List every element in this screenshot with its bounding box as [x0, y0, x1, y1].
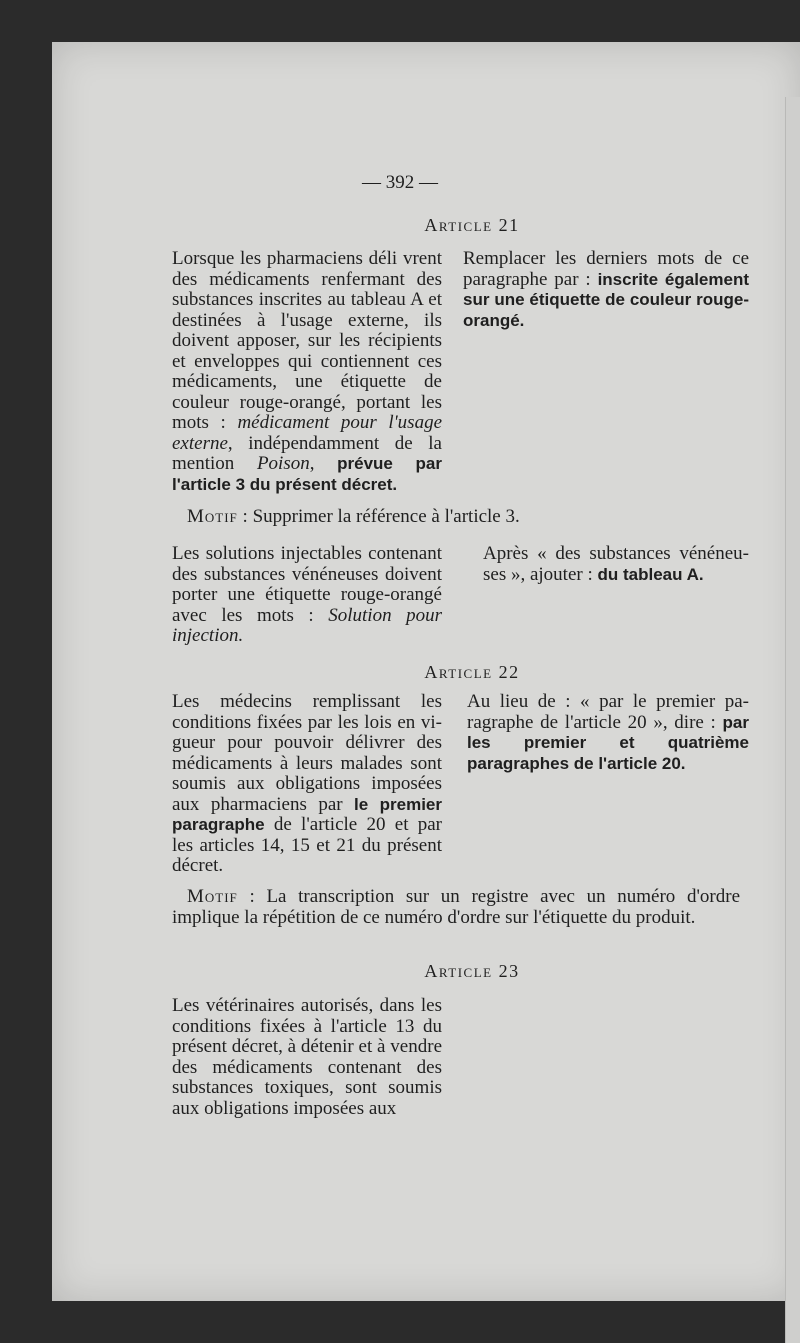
article-21-original-text: Lorsque les pharmaciens déli vrent des médicaments renfermant des substances inscrites au tableau A et destinées à l'usage externe, ils doivent apposer, sur les récipients et enveloppes qui contiennent ces médicaments, une étiquette de couleur rouge-orangé, portant les mots : médicament pour l'usage externe, indépendamment de la mention Poison, prévue par l'article 3 du présent décret. [172, 248, 442, 494]
article-21-heading: Article 21 [424, 215, 520, 235]
article-22-motif: Motif : La transcription sur un registre avec un numéro d'ordre implique la répétition de ce numéro d'ordre sur l'étiquette du produit. [172, 886, 740, 928]
page-edge [785, 97, 800, 1343]
article-21-amendment-text: Remplacer les derniers mots de ce paragraphe par : inscrite également sur une étiquette de couleur rouge-orangé. [463, 248, 749, 330]
article-22-heading: Article 22 [424, 662, 520, 682]
article-21-solutions-text: Les solutions injectables contenant des substances vénéneuses doivent porter une étiquette rouge-orangé avec les mots : Solution pour injection. [172, 543, 443, 646]
article-23-original-text: Les vétérinaires autorisés, dans les conditions fixées à l'article 13 du présent décret, à détenir et à vendre des médicaments contenant des substances toxiques, sont soumis aux obligations imposées aux [172, 995, 442, 1119]
article-21-solutions-amendment: Après « des substances vénéneuses », ajouter : du tableau A. [483, 543, 749, 585]
article-23-heading: Article 23 [424, 961, 520, 981]
article-22-amendment-text: Au lieu de : « par le premier paragraphe de l'article 20 », dire : par les premier et quatrième paragraphes de l'article 20. [467, 691, 749, 773]
page-number: — 392 — [362, 172, 438, 193]
article-21-motif: Motif : Supprimer la référence à l'article 3. [187, 506, 520, 527]
article-22-original-text: Les médecins remplissant les conditions fixées par les lois en vigueur pour pouvoir délivrer des médicaments à leurs malades sont soumis aux obligations imposées aux pharmaciens par le premier paragraphe de l'article 20 et par les articles 14, 15 et 21 du présent décret. [172, 691, 442, 876]
